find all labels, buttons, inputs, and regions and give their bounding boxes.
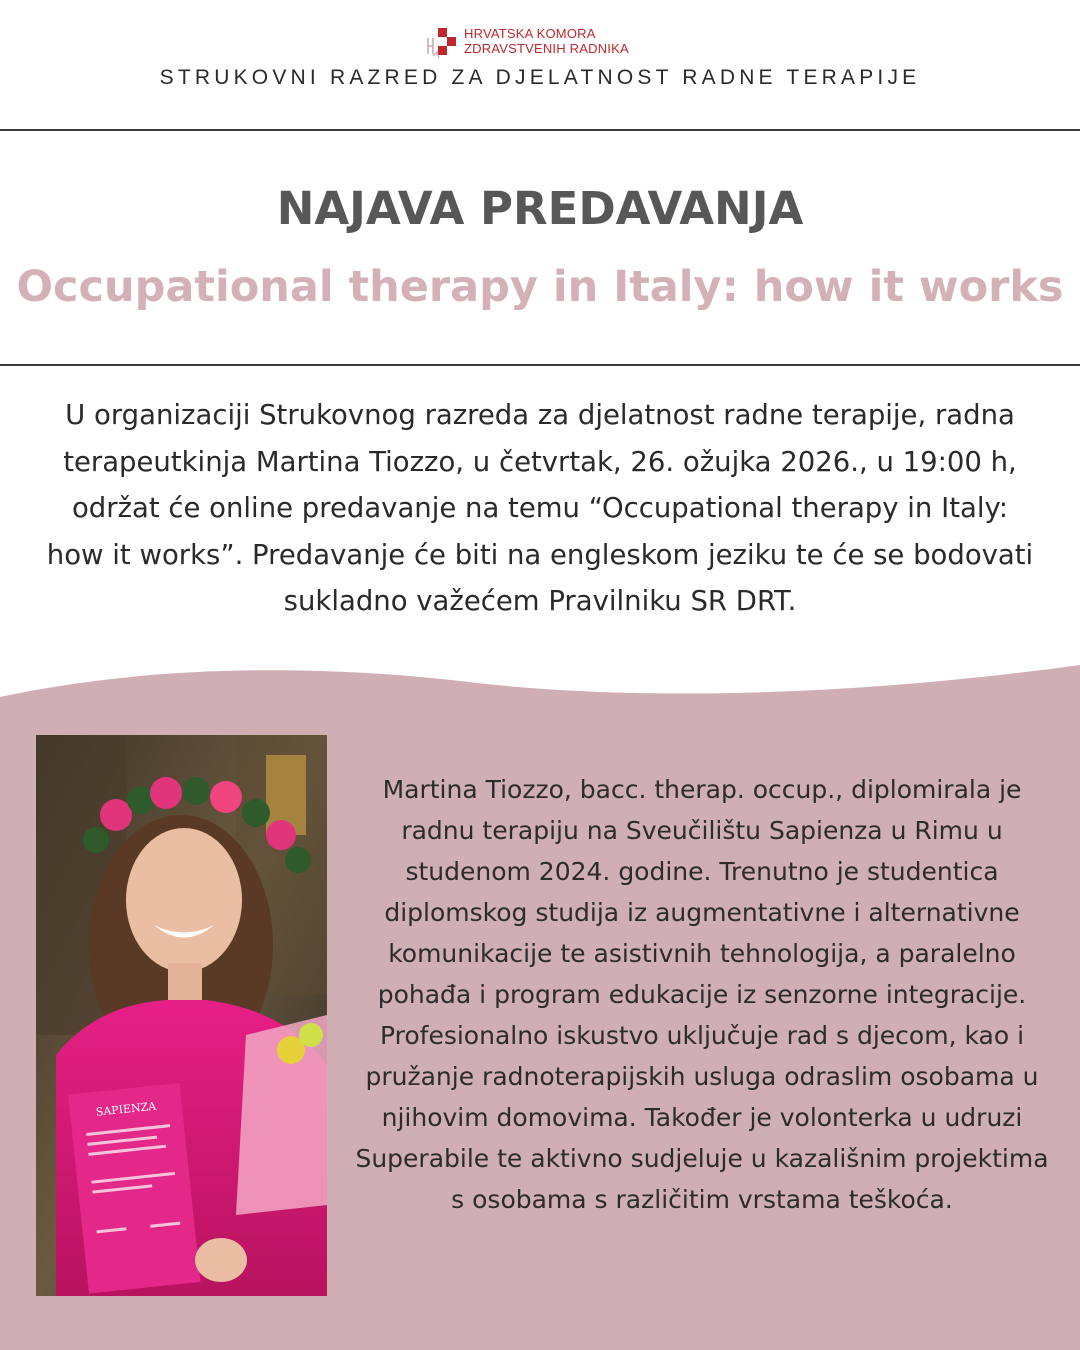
logo-line-2: ZDRAVSTVENIH RADNIKA — [464, 41, 629, 56]
speaker-bio: Martina Tiozzo, bacc. therap. occup., diplomirala je radnu terapiju na Sveučilištu Sapienza u Rimu u studenom 2024. godine. Trenutno je studentica diplomskog studija iz augmentativne i alternativne komunikacije te asistivnih tehnologija, a paralelno pohađa i program edukacije iz senzorne integracije. Profesionalno iskustvo uključuje rad s djecom, kao i pružanje radnoterapijskih usluga odraslim osobama u njihovim domovima. Također je volonterka u udruzi Superabile te aktivno sudjeluje u kazališnim projektima s osobama s različitim vrstama teškoća. — [355, 775, 1049, 1214]
divider-bottom — [0, 364, 1080, 366]
divider-top — [0, 129, 1080, 131]
logo-line-1: HRVATSKA KOMORA — [464, 26, 596, 41]
page-title: NAJAVA PREDAVANJA — [276, 182, 804, 235]
speaker-photo — [36, 735, 327, 1296]
lecture-topic: Occupational therapy in Italy: how it works — [16, 262, 1064, 312]
chamber-logo-icon — [424, 28, 460, 62]
book-brand: SAPIENZA — [95, 1099, 157, 1119]
logo-text — [464, 26, 629, 56]
intro-paragraph: U organizaciji Strukovnog razreda za djelatnost radne terapije, radna terapeutkinja Martina Tiozzo, u četvrtak, 26. ožujka 2026., u 19:00 h, održat će online predavanje na temu “Occupational therapy in Italy: how it works”. Predavanje će biti na engleskom jeziku te će se bodovati sukladno važećem Pravilniku SR DRT. — [46, 399, 1034, 617]
organization-name: STRUKOVNI RAZRED ZA DJELATNOST RADNE TERAPIJE — [159, 66, 921, 89]
logo — [424, 26, 664, 62]
